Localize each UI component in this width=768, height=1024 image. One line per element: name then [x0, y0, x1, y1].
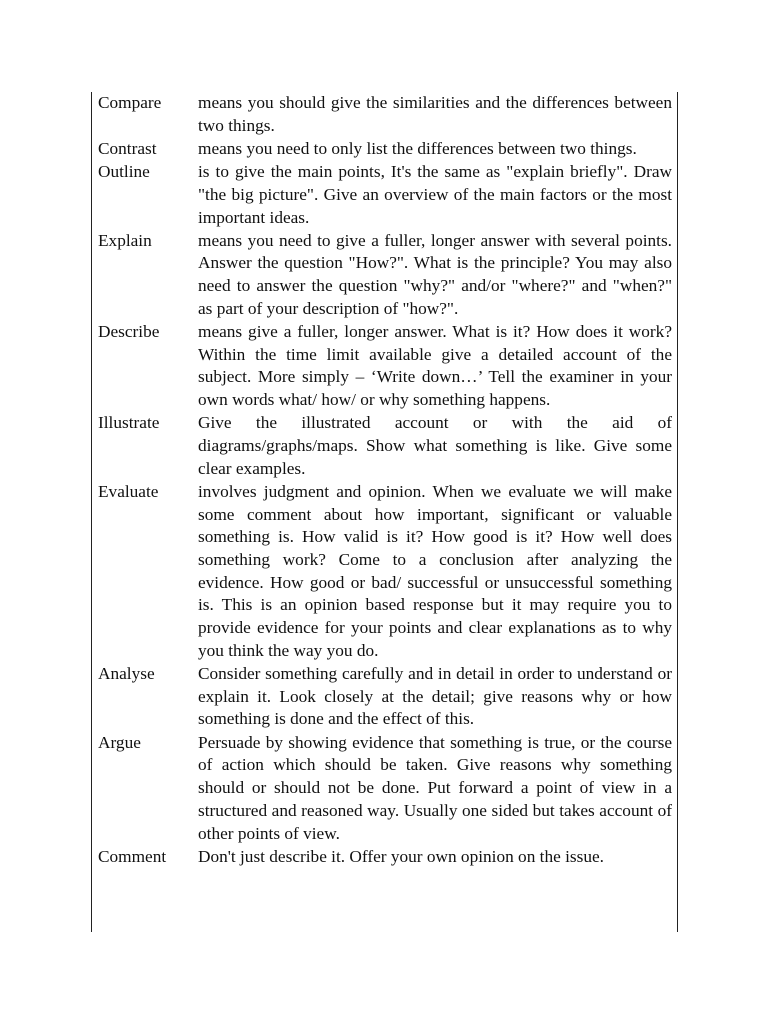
term-label: Evaluate	[98, 481, 159, 501]
term-label: Illustrate	[98, 413, 160, 433]
term-definition: involves judgment and opinion. When we evaluate we will make some comment about how important, significant or valuable something is. How valid is it? How good is it? How well does something work? Come to a conclusion after analyzing the evidence. How good or bad/ successful or unsuccessful something is. This is an opinion based response but it may require you to provide evidence for your points and clear explanations as to why you think the way you do.	[198, 481, 672, 660]
term-definition: Persuade by showing evidence that something is true, or the course of action which should be taken. Give reasons why something should or should not be done. Put forward a point of view in a structured and reasoned way. Usually one sided but takes account of other points of view.	[198, 732, 672, 843]
term-definition: means give a fuller, longer answer. What is it? How does it work? Within the time limit available give a detailed account of the subject. More simply – ‘Write down…’ Tell the examiner in your own words what/ how/ or why something happens.	[198, 322, 672, 410]
term-definition: Consider something carefully and in detail in order to understand or explain it. Look closely at the detail; give reasons why or how something is done and the effect of this.	[198, 664, 672, 729]
term-definition: means you need to give a fuller, longer answer with several points. Answer the question "How?". What is the principle? You may also need to answer the question "why?" and/or "where?" and "when?" as part of your description of "how?".	[198, 230, 672, 318]
glossary-entry-explain	[98, 230, 672, 321]
term-label: Analyse	[98, 664, 155, 684]
term-label: Explain	[98, 230, 152, 250]
term-label: Compare	[98, 93, 162, 112]
glossary-entry-evaluate	[98, 481, 672, 663]
term-label: Comment	[98, 846, 167, 866]
glossary-entry-outline	[98, 161, 672, 229]
term-definition: means you should give the similarities and the differences between two things.	[198, 93, 672, 135]
term-label: Argue	[98, 732, 141, 752]
term-definition: means you need to only list the differences between two things.	[198, 138, 637, 158]
glossary-entry-compare	[98, 92, 672, 137]
glossary-entry-analyse	[98, 663, 672, 731]
glossary-entry-contrast	[98, 138, 672, 161]
glossary-table	[98, 92, 672, 869]
term-label: Contrast	[98, 138, 157, 158]
glossary-entry-comment	[98, 846, 672, 869]
term-definition: is to give the main points, It's the same as "explain briefly". Draw "the big picture". Give an overview of the main factors or the most important ideas.	[198, 162, 672, 227]
glossary-entry-describe	[98, 321, 672, 412]
glossary-entry-illustrate	[98, 412, 672, 480]
glossary-entry-argue	[98, 732, 672, 846]
term-label: Describe	[98, 322, 160, 342]
term-definition: Don't just describe it. Offer your own opinion on the issue.	[198, 846, 604, 866]
document-page	[91, 92, 678, 932]
term-definition: Give the illustrated account or with the aid of diagrams/graphs/maps. Show what something is like. Give some clear examples.	[198, 413, 672, 478]
term-label: Outline	[98, 162, 150, 182]
